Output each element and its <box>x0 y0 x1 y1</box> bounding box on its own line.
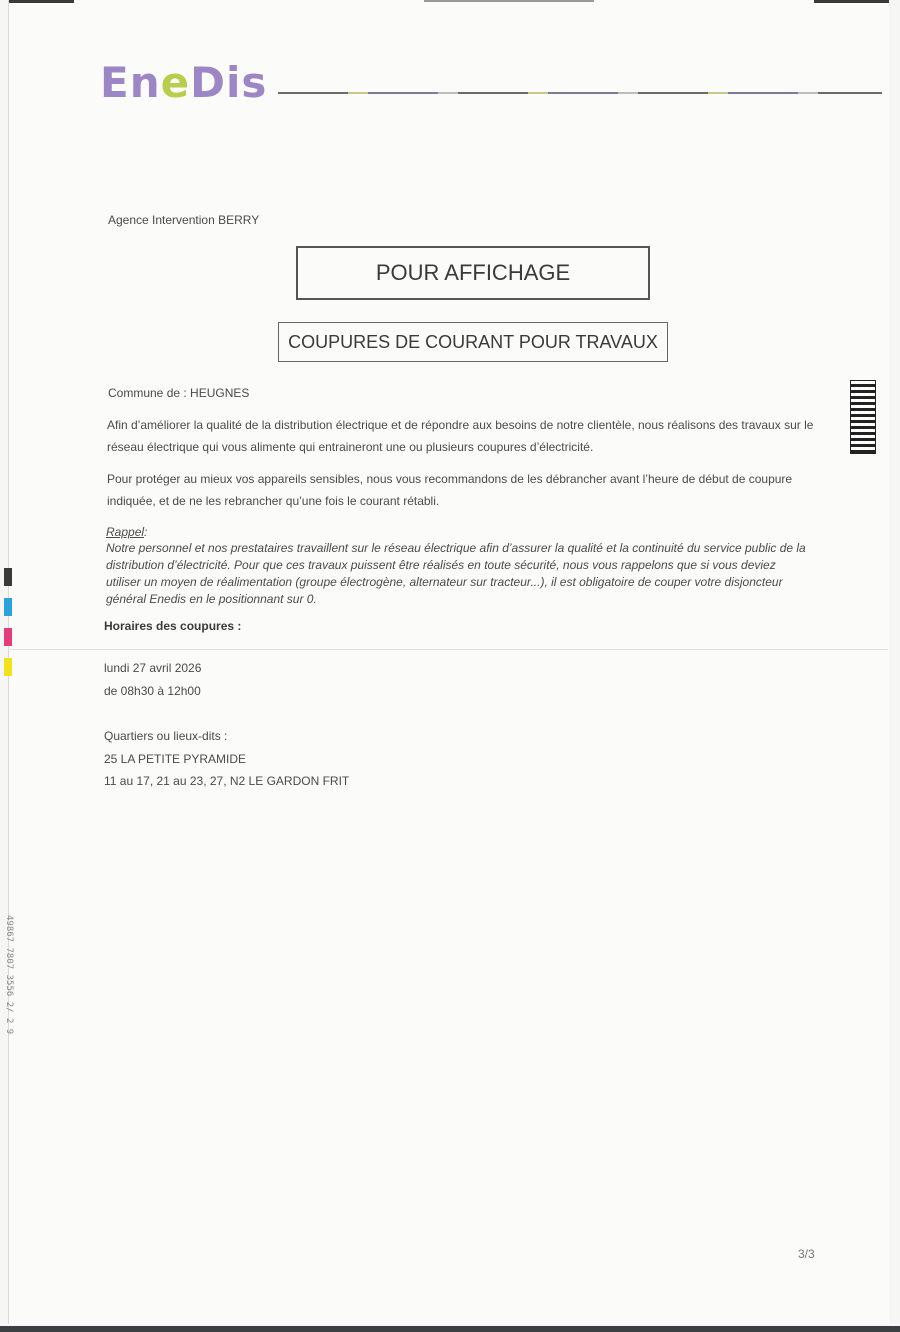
outage-hours: de 08h30 à 12h00 <box>104 684 201 698</box>
top-edge-mark-left <box>9 0 74 3</box>
header-rule <box>278 92 882 94</box>
print-mark-cyan <box>4 598 12 616</box>
title-pour-affichage: POUR AFFICHAGE <box>296 246 650 300</box>
print-mark-black <box>4 568 12 586</box>
page-number: 3/3 <box>798 1247 815 1261</box>
print-color-marks <box>4 568 12 688</box>
horaires-heading: Horaires des coupures : <box>104 619 242 633</box>
print-mark-magenta <box>4 628 12 646</box>
paper-fold-line <box>8 649 888 650</box>
advice-paragraph: Pour protéger au mieux vos appareils sensibles, nous vous recommandons de les débrancher avant l’heure de début de coupure indiquée, et de ne les rebrancher qu’une fois le courant rétabli. <box>107 472 793 508</box>
outage-date: lundi 27 avril 2026 <box>104 661 202 675</box>
top-edge-mark-right <box>814 0 889 3</box>
datamatrix-code <box>850 380 876 454</box>
enedis-logo: EneDis <box>100 58 268 107</box>
agency-name: Agence Intervention BERRY <box>108 213 260 227</box>
print-mark-yellow <box>4 658 12 676</box>
top-edge-mark-center <box>424 0 594 2</box>
place-item: 11 au 17, 21 au 23, 27, N2 LE GARDON FRIT <box>104 774 350 788</box>
title-coupures: COUPURES DE COURANT POUR TRAVAUX <box>278 322 668 362</box>
commune-line: Commune de : HEUGNES <box>108 386 250 400</box>
side-print-code: 49867 7807 3556 2/ 2 9 <box>4 915 14 1035</box>
place-item: 25 LA PETITE PYRAMIDE <box>104 752 247 766</box>
intro-paragraph: Afin d’améliorer la qualité de la distribution électrique et de répondre aux besoins de notre clientèle, nous réalisons des travaux sur le réseau électrique qui vous alimente qui entraineront une ou plusieurs coupures d’électricité. <box>107 418 814 454</box>
rappel-paragraph: Notre personnel et nos prestataires travaillent sur le réseau électrique afin d’assurer la qualité et la continuité du service public de la distribution d’électricité. Pour que ces travaux puissent être réalisés en toute sécurité, nous vous rappelons que si vous deviez utiliser un moyen de réalimentation (groupe électrogène, alternateur sur tracteur...), il est obligatoire de couper votre disjoncteur général Enedis en le positionnant sur 0. <box>106 541 806 606</box>
quartiers-heading: Quartiers ou lieux-dits : <box>104 729 228 743</box>
rappel-heading: Rappel: <box>106 525 148 539</box>
bottom-edge <box>0 1326 900 1332</box>
